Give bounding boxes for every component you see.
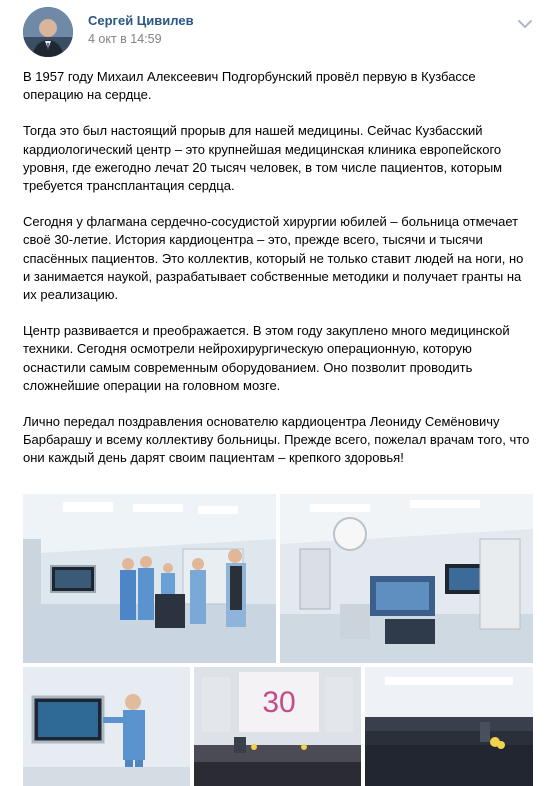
photo-operating-room-equipment[interactable] (280, 494, 533, 663)
photo-anniversary-stage[interactable] (194, 667, 361, 786)
post-date[interactable]: 4 окт в 14:59 (88, 32, 162, 46)
post-paragraph: Лично передал поздравления основателю кардиоцентра Леониду Семёновичу Барбарашу и всему коллективу больницы. Прежде всего, пожелал врачам того, что они каждый день дарят своим пациентам – крепкого здоровья! (23, 414, 530, 466)
post-paragraph: Центр развивается и преображается. В этом году закуплено много медицинской техники. Сегодня осмотрели нейрохирургическую операционную, которую оснастили самым современным оборудованием. Оно позволит проводить сложнейшие операции на головном мозге. (23, 323, 510, 393)
photo-doctor-touchscreen[interactable] (23, 667, 190, 786)
photo-operating-room-visit[interactable] (23, 494, 276, 663)
author-name[interactable]: Сергей Цивилев (88, 13, 194, 28)
author-avatar[interactable] (23, 7, 73, 57)
post-paragraph: Тогда это был настоящий прорыв для нашей медицины. Сейчас Кузбасский кардиологический центр – это крупнейшая медицинская клиника европейского уровня, где ежегодно лечат 20 тысяч человек, в том числе пациентов, которым требуется трансплантация сердца. (23, 123, 503, 194)
post-text (23, 68, 533, 486)
anniversary-number: 30 (262, 686, 296, 719)
photo-audience-hall[interactable] (365, 667, 533, 786)
post-paragraph: В 1957 году Михаил Алексеевич Подгорбунский провёл первую в Кузбассе операцию на сердце. (23, 69, 476, 103)
post-header (0, 0, 547, 60)
post-paragraph: Сегодня у флагмана сердечно-сосудистой хирургии юбилей – больница отмечает своё 30-летие. История кардиоцентра – это, прежде всего, тысячи и тысячи спасённых пациентов. Это коллектив, который не только ставит людей на ноги, но и занимается наукой, разрабатывает собственные методики и получает гранты на их реализацию. (23, 214, 524, 303)
chevron-down-icon[interactable] (517, 16, 533, 26)
avatar-photo (23, 7, 73, 57)
